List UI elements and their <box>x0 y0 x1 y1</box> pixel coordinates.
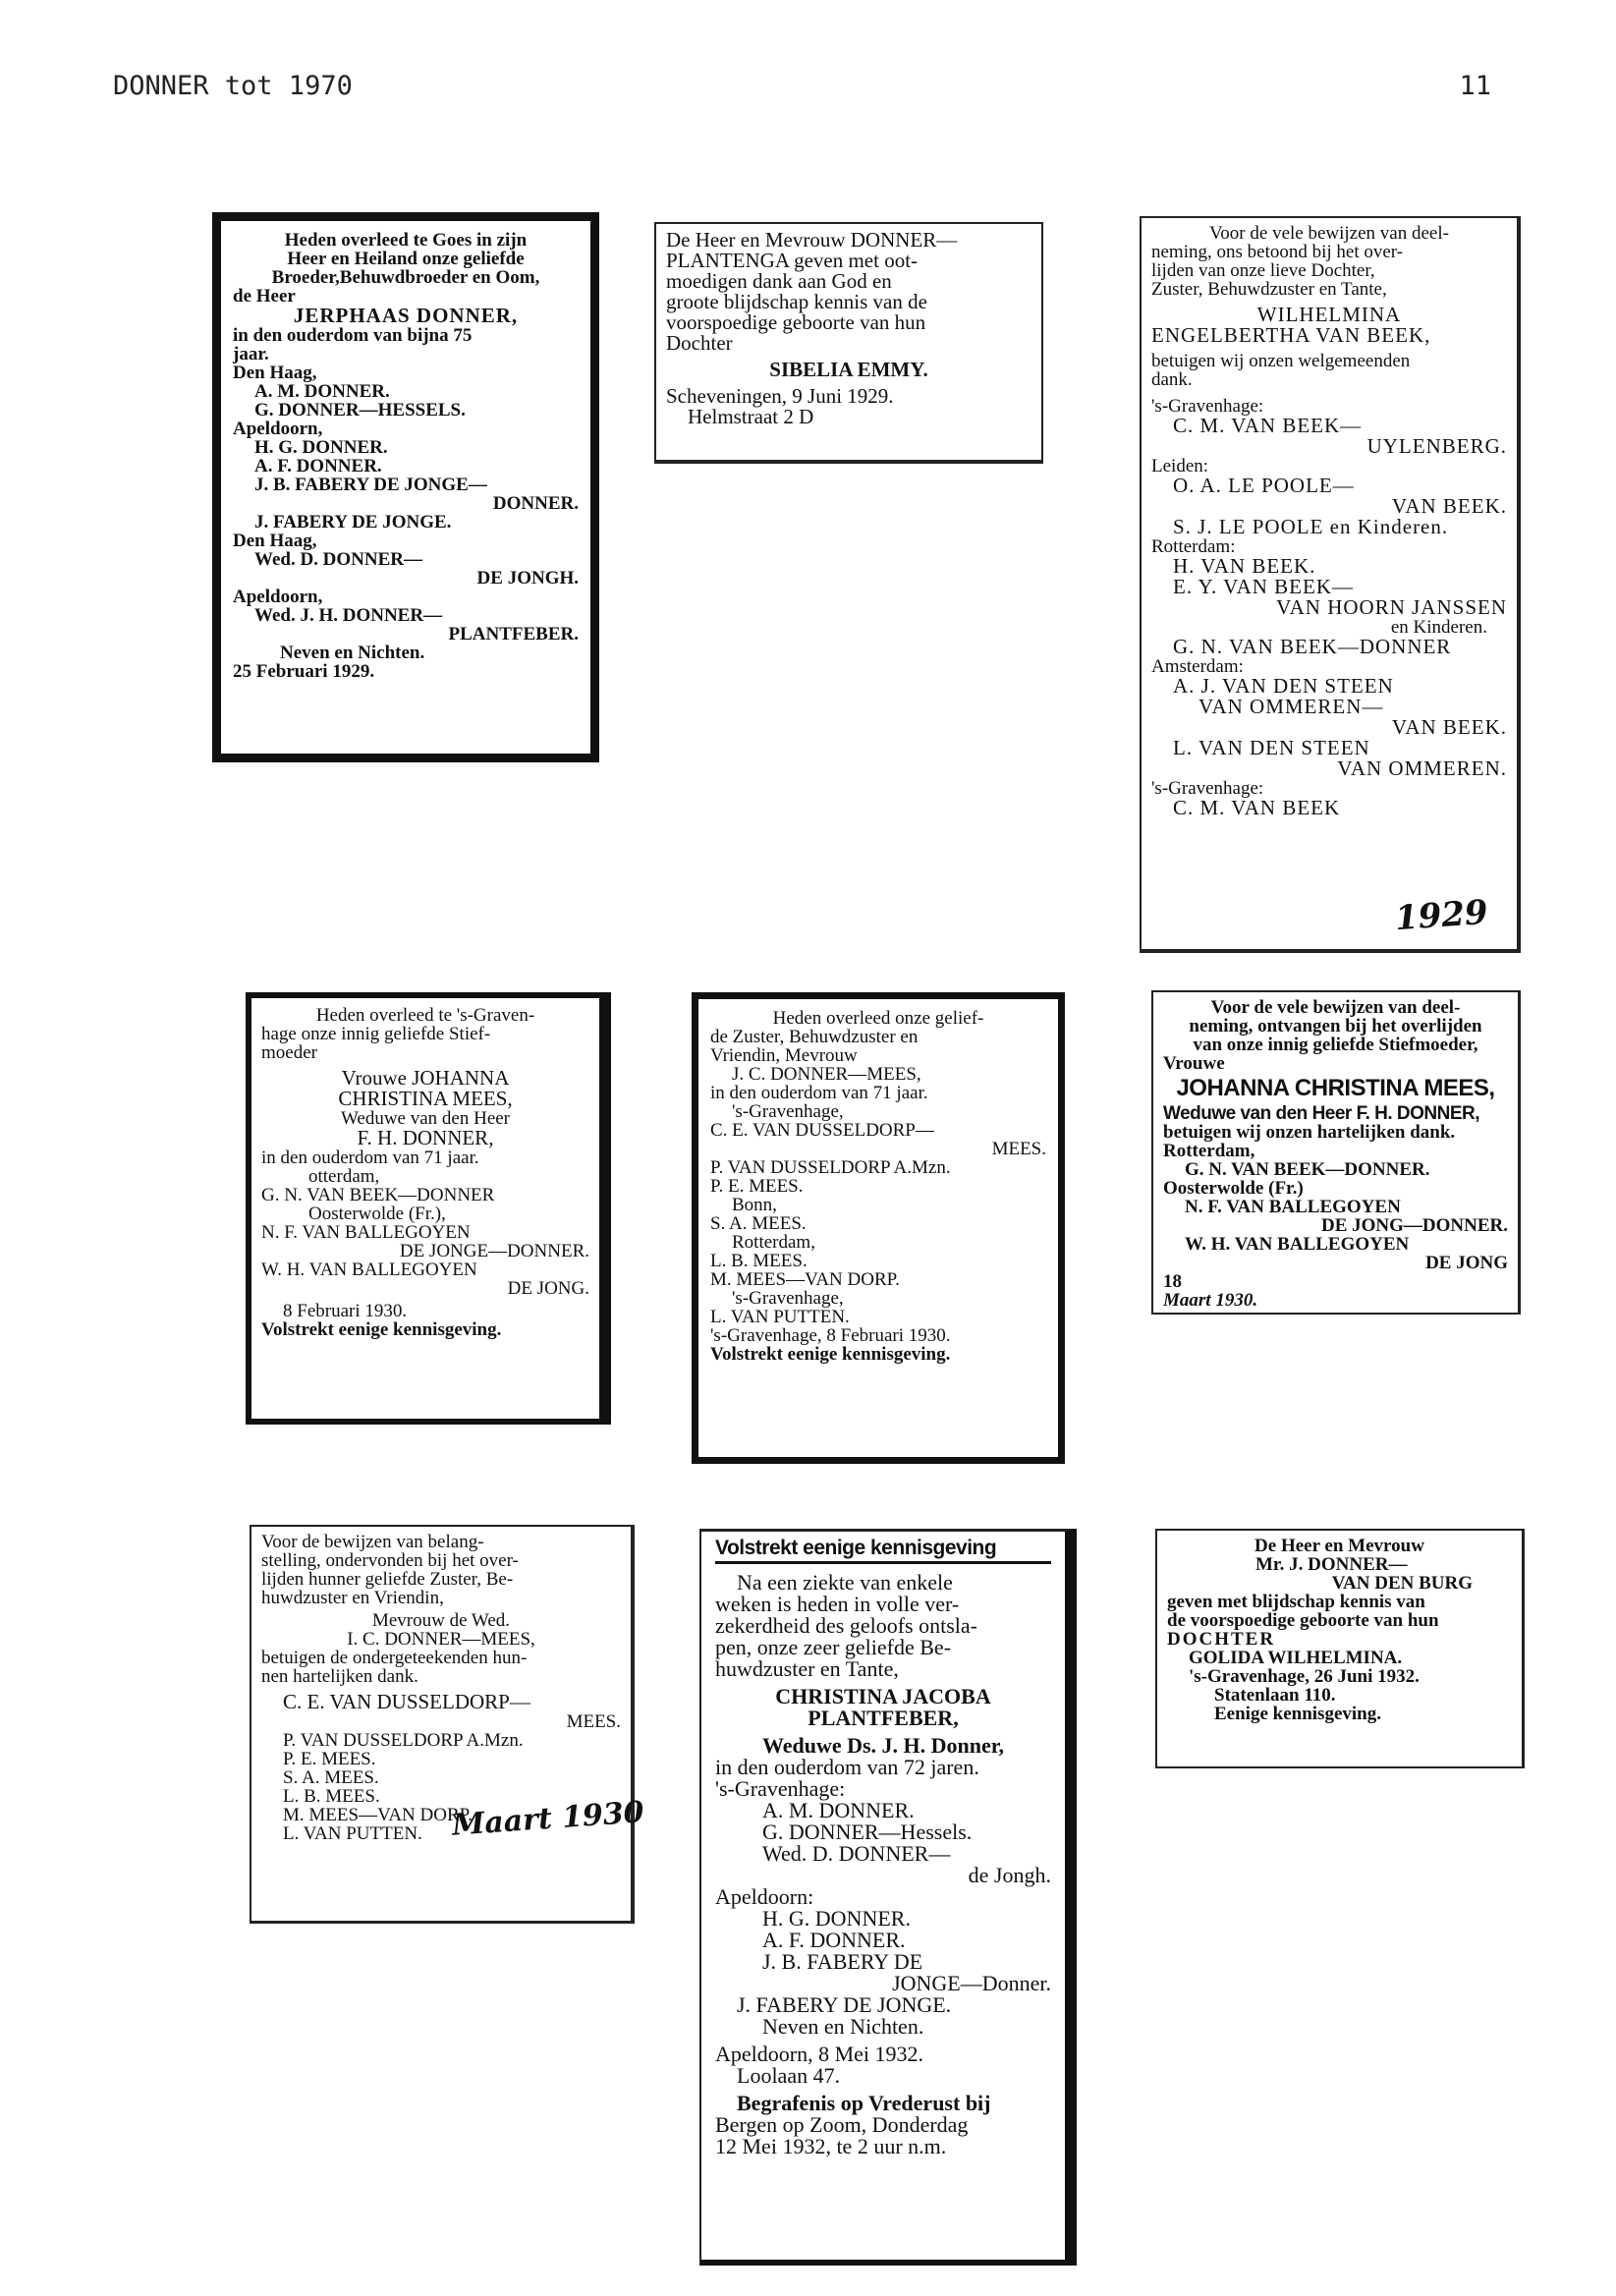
clip-line: Den Haag, <box>233 531 317 551</box>
clip-line: G. DONNER—HESSELS. <box>254 400 466 420</box>
clip-line: jaar. <box>233 344 269 364</box>
clip-line: 's-Gravenhage: <box>715 1776 846 1801</box>
clipping-2-birth-sibelia <box>654 222 1043 464</box>
clip-line: N. F. VAN BALLEGOYEN <box>1185 1197 1401 1217</box>
clip-line: M. MEES—VAN DORP. <box>710 1269 900 1290</box>
clip-line: de Zuster, Behuwdzuster en <box>710 1027 919 1047</box>
clip-line: en Kinderen. <box>1390 617 1487 638</box>
clip-line: VAN BEEK. <box>1391 494 1507 518</box>
clip-line: Dochter <box>666 331 733 355</box>
clip-line: W. H. VAN BALLEGOYEN <box>1185 1234 1410 1255</box>
clip-line: hage onze innig geliefde Stief- <box>261 1024 491 1044</box>
clip-line: ENGELBERTHA VAN BEEK, <box>1151 323 1431 347</box>
clip-line: J. FABERY DE JONGE. <box>254 512 452 532</box>
clip-line: 18 <box>1163 1271 1182 1292</box>
clip-line: dank. <box>1151 369 1193 390</box>
clip-line: P. VAN DUSSELDORP A.Mzn. <box>710 1157 951 1178</box>
clip-line: Eenige kennisgeving. <box>1214 1704 1381 1724</box>
clip-line: L. VAN DEN STEEN <box>1173 736 1370 759</box>
clipping-1-death-notice-jerphaas <box>212 212 599 762</box>
clip-line: MEES. <box>991 1139 1046 1159</box>
clip-line: M. MEES—VAN DORP. <box>283 1805 473 1825</box>
clip-line: L. VAN PUTTEN. <box>283 1823 422 1844</box>
clip-line: Den Haag, <box>233 363 317 383</box>
clip-line: Wed. J. H. DONNER— <box>254 605 443 626</box>
clip-line: PLANTFEBER. <box>448 624 579 644</box>
clip-line: SIBELIA EMMY. <box>769 358 928 381</box>
clip-line: DE JONGE—DONNER. <box>399 1241 589 1261</box>
clip-line: PLANTFEBER, <box>808 1706 959 1730</box>
clip-line: Heden overleed te Goes in zijn <box>284 230 528 251</box>
clip-line: VAN DEN BURG <box>1331 1573 1473 1594</box>
clip-line: I. C. DONNER—MEES, <box>347 1629 535 1650</box>
clip-line: Voor de bewijzen van belang- <box>261 1532 484 1552</box>
clip-line: W. H. VAN BALLEGOYEN <box>261 1260 477 1280</box>
clip-line: A. M. DONNER. <box>762 1798 915 1822</box>
clip-line: lijden van onze lieve Dochter, <box>1151 260 1375 281</box>
clip-line: H. G. DONNER. <box>254 437 388 458</box>
clip-line: H. G. DONNER. <box>762 1906 911 1931</box>
clip-line: L. B. MEES. <box>283 1786 380 1807</box>
clip-line: Neven en Nichten. <box>762 2014 924 2039</box>
clip-line: Loolaan 47. <box>737 2063 841 2088</box>
clip-line: 25 Februari 1929. <box>233 661 375 682</box>
clip-line: 's-Gravenhage, <box>732 1101 844 1122</box>
clip-line: S. A. MEES. <box>283 1767 379 1788</box>
clip-line: Apeldoorn, <box>233 587 323 607</box>
clip-line: DE JONG. <box>507 1278 589 1299</box>
handwritten-year-note: 1929 <box>1393 892 1489 939</box>
clip-line: 's-Gravenhage, 26 Juni 1932. <box>1189 1666 1420 1687</box>
clip-line: DONNER. <box>492 493 579 514</box>
clip-line: Vrouwe <box>1163 1053 1225 1074</box>
clip-line: nen hartelijken dank. <box>261 1666 418 1687</box>
clip-line: Heden overleed te 's-Graven- <box>315 1005 535 1026</box>
clip-line: Broeder,Behuwdbroeder en Oom, <box>271 267 540 288</box>
clip-line: CHRISTINA MEES, <box>338 1087 513 1110</box>
clip-line: G. N. VAN BEEK—DONNER <box>1173 635 1452 658</box>
clip-line: CHRISTINA JACOBA <box>775 1684 991 1708</box>
clip-line: N. F. VAN BALLEGOYEN <box>261 1222 471 1243</box>
clip-line: C. E. VAN DUSSELDORP— <box>283 1690 530 1713</box>
clip-line: C. M. VAN BEEK <box>1173 796 1341 819</box>
clip-line: Rotterdam, <box>1163 1141 1255 1161</box>
clip-line: Leiden: <box>1151 456 1209 476</box>
clip-line: 's-Gravenhage: <box>1151 396 1264 417</box>
clip-line: Begrafenis op Vrederust bij <box>737 2091 991 2115</box>
clip-line: DE JONG <box>1425 1253 1508 1273</box>
clip-line: otterdam, <box>308 1166 380 1187</box>
clip-line: in den ouderdom van 71 jaar. <box>261 1148 479 1168</box>
clip-line: DE JONG—DONNER. <box>1320 1215 1508 1236</box>
clip-line: Mr. J. DONNER— <box>1255 1554 1408 1575</box>
clip-line: J. B. FABERY DE JONGE— <box>254 475 487 495</box>
clip-line: neming, ontvangen bij het overlijden <box>1189 1016 1482 1036</box>
clip-line: Statenlaan 110. <box>1214 1685 1336 1706</box>
clip-line: Bonn, <box>732 1195 777 1215</box>
clip-line: Helmstraat 2 D <box>688 405 814 428</box>
clip-line: G. N. VAN BEEK—DONNER. <box>1185 1159 1430 1180</box>
clip-line: huwdzuster en Tante, <box>715 1656 899 1681</box>
clip-line: moeder <box>261 1042 317 1063</box>
clip-line: Apeldoorn, <box>233 419 323 439</box>
clip-line: G. N. VAN BEEK—DONNER <box>261 1185 495 1205</box>
clip-line: G. DONNER—Hessels. <box>762 1820 973 1844</box>
clip-line: Oosterwolde (Fr.) <box>1163 1178 1304 1199</box>
clip-line: DOCHTER <box>1167 1629 1276 1650</box>
clip-line: O. A. LE POOLE— <box>1173 474 1355 497</box>
clip-line: in den ouderdom van 72 jaren. <box>715 1755 979 1779</box>
clip-line: 's-Gravenhage: <box>1151 778 1264 799</box>
clip-line: Neven en Nichten. <box>280 643 425 663</box>
clip-line: VAN OMMEREN— <box>1198 695 1384 718</box>
clip-line: F. H. DONNER, <box>357 1126 494 1149</box>
clip-line: Amsterdam: <box>1151 656 1244 677</box>
clip-line: De Heer en Mevrouw <box>1254 1536 1424 1556</box>
clipping-8-death-christina-plantfeber <box>699 1529 1077 2266</box>
clip-line: stelling, ondervonden bij het over- <box>261 1550 519 1571</box>
clipping-7-thanks-dusseldorp <box>250 1525 635 1924</box>
clip-line: UYLENBERG. <box>1366 434 1507 458</box>
clip-line: VAN HOORN JANSSEN <box>1276 595 1507 619</box>
clip-line: P. E. MEES. <box>283 1749 376 1769</box>
clip-line: in den ouderdom van 71 jaar. <box>710 1083 928 1103</box>
clip-line: VAN OMMEREN. <box>1337 756 1507 780</box>
clipping-3-thanks-van-beek <box>1140 216 1521 953</box>
clip-line: Weduwe Ds. J. H. Donner, <box>761 1733 1005 1758</box>
clip-line: JOHANNA CHRISTINA MEES, <box>1176 1075 1495 1101</box>
clip-line: Maart 1930. <box>1163 1290 1258 1311</box>
clip-line: van onze innig geliefde Stiefmoeder, <box>1193 1035 1478 1055</box>
clipping-6-thanks-johanna <box>1151 990 1521 1315</box>
clipping-9-birth-golida <box>1155 1529 1525 1768</box>
clip-line: Volstrekt eenige kennisgeving. <box>710 1344 951 1365</box>
clip-line: MEES. <box>566 1711 621 1732</box>
clipping-5-death-jc-donner-mees <box>692 992 1065 1464</box>
clip-line: A. J. VAN DEN STEEN <box>1173 674 1394 698</box>
clip-line: P. E. MEES. <box>710 1176 804 1197</box>
clip-line: neming, ons betoond bij het over- <box>1151 242 1404 262</box>
clip-line: zekerdheid des geloofs ontsla- <box>715 1613 977 1638</box>
clip-line: de voorspoedige geboorte van hun <box>1167 1610 1439 1631</box>
clip-line: Vriendin, Mevrouw <box>710 1045 858 1066</box>
clip-line: Na een ziekte van enkele <box>737 1570 953 1595</box>
clip-line: C. M. VAN BEEK— <box>1173 414 1363 437</box>
clip-line: pen, onze zeer geliefde Be- <box>715 1635 952 1659</box>
clip-line: moedigen dank aan God en <box>666 269 892 293</box>
clip-line: J. B. FABERY DE <box>762 1949 923 1974</box>
clip-line: Rotterdam, <box>732 1232 815 1253</box>
clip-line: JERPHAAS DONNER, <box>293 304 519 327</box>
clip-line: J. FABERY DE JONGE. <box>737 1992 952 2017</box>
clip-line: betuigen wij onzen welgemeenden <box>1151 351 1411 371</box>
clip-line: Heer en Heiland onze geliefde <box>287 249 525 269</box>
clip-line: huwdzuster en Vriendin, <box>261 1588 444 1608</box>
clip-line: S. J. LE POOLE en Kinderen. <box>1173 515 1449 538</box>
handwritten-date-note: Maart 1930 <box>451 1795 645 1843</box>
clip-line: 12 Mei 1932, te 2 uur n.m. <box>715 2134 947 2158</box>
clip-line: betuigen wij onzen hartelijken dank. <box>1163 1122 1456 1143</box>
clip-line: Voor de vele bewijzen van deel- <box>1210 997 1461 1018</box>
clip-line: Vrouwe JOHANNA <box>341 1066 510 1090</box>
clip-line: Volstrekt eenige kennisgeving. <box>261 1319 502 1340</box>
clip-line: 's-Gravenhage, 8 Februari 1930. <box>710 1325 951 1346</box>
clip-line: H. VAN BEEK. <box>1173 554 1316 578</box>
clip-line: GOLIDA WILHELMINA. <box>1189 1648 1403 1668</box>
clip-line: weken is heden in volle ver- <box>715 1592 960 1616</box>
clip-line: Wed. D. DONNER— <box>762 1841 951 1866</box>
clip-title: Volstrekt eenige kennisgeving <box>715 1538 1051 1564</box>
clip-line: Zuster, Behuwdzuster en Tante, <box>1151 279 1387 300</box>
clip-line: betuigen de ondergeteekenden hun- <box>261 1648 528 1668</box>
clip-line: Rotterdam: <box>1151 536 1236 557</box>
clip-line: A. M. DONNER. <box>254 381 390 402</box>
clip-line: Bergen op Zoom, Donderdag <box>715 2112 969 2137</box>
clip-line: Apeldoorn, 8 Mei 1932. <box>715 2042 924 2066</box>
clip-line: Heden overleed onze gelief- <box>772 1008 984 1029</box>
clip-line: A. F. DONNER. <box>762 1928 906 1952</box>
clip-line: 8 Februari 1930. <box>283 1301 408 1321</box>
clip-line: geven met blijdschap kennis van <box>1167 1592 1425 1612</box>
clip-line: Voor de vele bewijzen van deel- <box>1209 223 1449 244</box>
clip-line: C. E. VAN DUSSELDORP— <box>710 1120 934 1141</box>
clip-line: P. VAN DUSSELDORP A.Mzn. <box>283 1730 524 1751</box>
clip-line: Scheveningen, 9 Juni 1929. <box>666 384 894 408</box>
clip-line: Mevrouw de Wed. <box>371 1610 511 1631</box>
clip-line: de Heer <box>233 286 296 307</box>
clip-line: L. B. MEES. <box>710 1251 808 1271</box>
clip-line: voorspoedige geboorte van hun <box>666 310 926 334</box>
clip-line: Apeldoorn: <box>715 1884 814 1909</box>
clip-line: VAN BEEK. <box>1391 715 1507 739</box>
clip-line: L. VAN PUTTEN. <box>710 1307 850 1327</box>
clip-line: De Heer en Mevrouw DONNER— <box>666 228 958 252</box>
clip-line: Weduwe van den Heer <box>340 1108 511 1129</box>
clip-line: lijden hunner geliefde Zuster, Be- <box>261 1569 514 1590</box>
clip-line: J. C. DONNER—MEES, <box>732 1064 921 1085</box>
clip-line: 's-Gravenhage, <box>732 1288 844 1309</box>
clip-line: E. Y. VAN BEEK— <box>1173 575 1354 598</box>
page-header-title: DONNER tot 1970 <box>113 71 353 101</box>
clip-line: WILHELMINA <box>1256 303 1402 326</box>
clip-line: JONGE—Donner. <box>892 1971 1051 1995</box>
clip-line: Oosterwolde (Fr.), <box>308 1204 446 1224</box>
clip-line: DE JONGH. <box>476 568 579 588</box>
clip-line: groote blijdschap kennis van de <box>666 290 927 313</box>
clip-line: de Jongh. <box>968 1863 1051 1887</box>
clip-line: A. F. DONNER. <box>254 456 382 476</box>
clipping-4-death-johanna <box>246 992 611 1425</box>
clip-line: S. A. MEES. <box>710 1213 807 1234</box>
clip-line: PLANTENGA geven met oot- <box>666 249 919 272</box>
clip-line: Weduwe van den Heer F. H. DONNER, <box>1163 1103 1480 1124</box>
clip-line: in den ouderdom van bijna 75 <box>233 325 473 346</box>
clip-line: Wed. D. DONNER— <box>254 549 423 570</box>
page-number: 11 <box>1459 71 1491 101</box>
